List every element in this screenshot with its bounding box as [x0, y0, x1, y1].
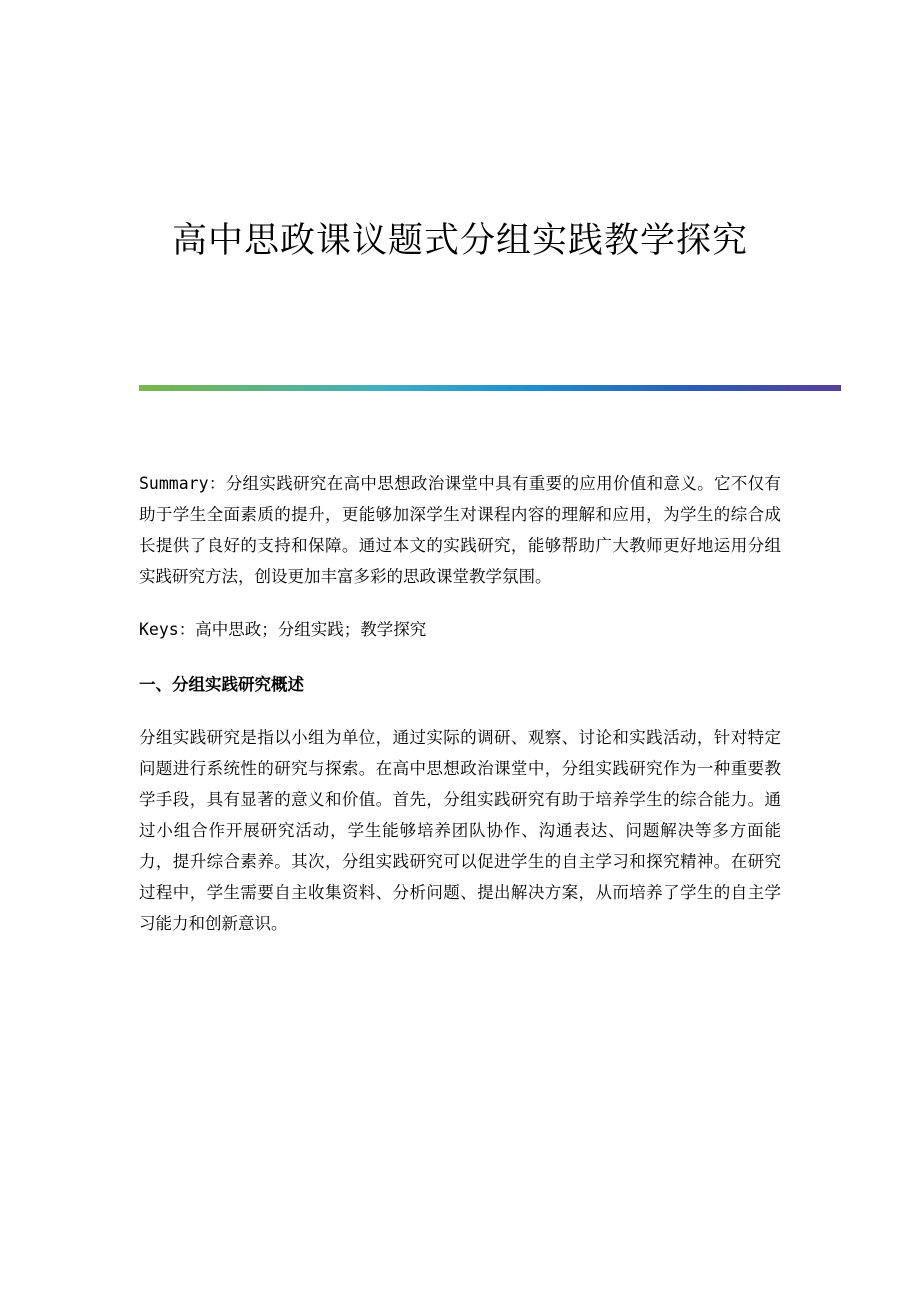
- title-divider: [139, 385, 841, 391]
- summary-paragraph: [139, 468, 781, 592]
- summary-label: Summary：: [139, 474, 226, 493]
- section-heading: 一、分组实践研究概述: [139, 675, 304, 694]
- page-title: 高中思政课议题式分组实践教学探究: [171, 221, 748, 261]
- keys-label: Keys：: [139, 620, 196, 639]
- section-paragraph: 分组实践研究是指以小组为单位，通过实际的调研、观察、讨论和实践活动，针对特定问题进行系统性的研究与探索。在高中思想政治课堂中，分组实践研究作为一种重要教学手段，具有显著的意义和价值。首先，分组实践研究有助于培养学生的综合能力。通过小组合作开展研究活动，学生能够培养团队协作、沟通表达、问题解决等多方面能力，提升综合素养。其次，分组实践研究可以促进学生的自主学习和探究精神。在研究过程中，学生需要自主收集资料、分析问题、提出解决方案，从而培养了学生的自主学习能力和创新意识。: [139, 728, 781, 933]
- summary-text: 分组实践研究在高中思想政治课堂中具有重要的应用价值和意义。它不仅有助于学生全面素质的提升，更能够加深学生对课程内容的理解和应用，为学生的综合成长提供了良好的支持和保障。通过本文的实践研究，能够帮助广大教师更好地运用分组实践研究方法，创设更加丰富多彩的思政课堂教学氛围。: [139, 474, 781, 586]
- keys-paragraph: [139, 614, 781, 645]
- keys-text: 高中思政；分组实践；教学探究: [195, 620, 427, 639]
- document-body: [139, 468, 781, 939]
